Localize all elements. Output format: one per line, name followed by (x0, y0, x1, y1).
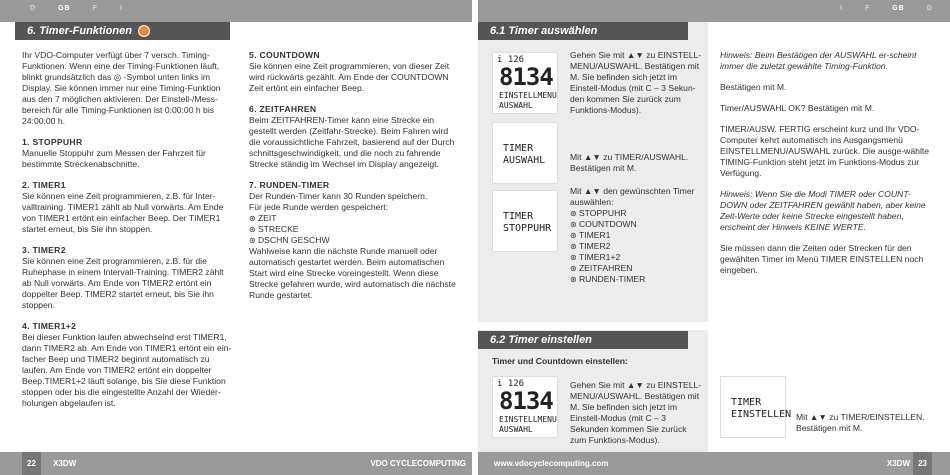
lcd-display-einstellmenu-2 (492, 376, 558, 438)
page-number-left: 22 (22, 452, 41, 475)
footer-model-left: X3DW (53, 459, 77, 468)
heading-runden-timer: 7. RUNDEN-TIMER (249, 180, 330, 190)
lcd-display-einstellmenu (492, 52, 558, 114)
step-select-timer: Mit ▲▼ den gewünschten Timer auswählen: (570, 186, 695, 207)
lcd-line: EINSTELLEN (731, 409, 792, 420)
section-title-timer-select: 6.1 Timer auswählen (478, 22, 688, 40)
list-item: ⊛ TIMER1 (570, 230, 702, 241)
heading-timer2: 3. TIMER2 (22, 245, 66, 255)
lcd-line: TIMER (503, 143, 534, 154)
top-bar-right (478, 0, 950, 22)
subheading-timer-countdown: Timer und Countdown einstellen: (492, 356, 628, 366)
right-steps-1 (570, 50, 702, 126)
lang-tab[interactable]: I (840, 5, 843, 12)
heading-countdown: 5. COUNTDOWN (249, 50, 320, 60)
lang-tab[interactable]: F (92, 5, 98, 12)
timer-list (570, 208, 702, 285)
hint-auswahl: Hinweis: Beim Bestätigen der AUSWAHL er-scheint immer die zuletzt gewählte Timing-Funktion. (720, 50, 917, 71)
page-number-right: 23 (913, 452, 932, 475)
language-tabs-left (30, 5, 145, 12)
lang-tab[interactable]: D (30, 5, 37, 12)
footer-url[interactable]: www.vdocyclecomputing.com (494, 459, 609, 468)
lcd-big-digits: 8134 (499, 63, 553, 91)
lcd-line: AUSWAHL (503, 155, 546, 166)
lcd-line: AUSWAHL (499, 101, 533, 110)
section-title-timer-einstellen: 6.2 Timer einstellen (478, 331, 688, 349)
list-item: ⊛ COUNTDOWN (570, 219, 702, 230)
lang-tab[interactable]: GB (892, 5, 905, 12)
text-runden-3: Wahlweise kann die nächste Runde manuell oder automatisch gestartet werden. Beim automatischen Start wird eine Strecke voreingestellt. Wenn diese Strecke gefahren wurde, wird automatisch die nächste Runde gestartet. (249, 246, 456, 300)
list-item: ⊛ RUNDEN-TIMER (570, 274, 702, 285)
list-item: ⊛ TIMER1+2 (570, 252, 702, 263)
list-item: ⊛ DSCHN GESCHW (249, 235, 459, 246)
lcd-line: EINSTELLMENU (499, 91, 557, 100)
lcd-big-digits: 8134 (499, 387, 553, 415)
text-zeitfahren: Beim ZEITFAHREN-Timer kann eine Strecke ein gestellt werden (Zeitfahr-Strecke). Beim Fahren wird die voraussichtliche Fahrzeit, basierend auf der Durch schnittsgeschwindigkeit, und die noch zu fahrende Strecke ständig im Wechsel im Display angezeigt. (249, 115, 455, 169)
footer-right (478, 452, 950, 475)
runden-list (249, 213, 459, 246)
list-item: ⊛ STOPPUHR (570, 208, 702, 219)
heading-timer1-2: 4. TIMER1+2 (22, 321, 77, 331)
list-item: ⊛ TIMER2 (570, 241, 702, 252)
text-fertig: TIMER/AUSW. FERTIG erscheint kurz und Ihr VDO-Computer kehrt automatisch ins Ausgangsmenü EINSTELLMENU/AUSWAHL zurück. Die ausge-wählte TIMING-Funktion steht jetzt im Funktions-Modus zur Verfügung. (720, 124, 930, 178)
lcd-display-timer-einstellen (720, 376, 792, 438)
confirm-2: Timer/AUSWAHL OK? Bestätigen mit M. (720, 103, 875, 113)
list-item: ⊛ ZEIT (249, 213, 459, 224)
timer-icon (138, 25, 150, 37)
intro-text: Ihr VDO-Computer verfügt über 7 versch. Timing-Funktionen. Wenn eine der Timing-Funktionen läuft, blinkt grundsätzlich das ◎ -Symbol unten links im Display. Sie können immer nur eine Timing-Funktion aus den 7 möglichen aktivieren. Der Einstell-/Mess-bereich für alle Timing-Funktionen ist 0:00:00 h bis 24:00:00 h. (22, 50, 221, 126)
heading-timer1: 2. TIMER1 (22, 180, 66, 190)
right-column-2 (720, 50, 930, 286)
list-item: ⊛ ZEITFAHREN (570, 263, 702, 274)
text-eingeben: Sie müssen dann die Zeiten oder Strecken für den gewählten Timer im Menü TIMER EINSTELLEN noch eingeben. (720, 243, 924, 275)
list-item: ⊛ STRECKE (249, 224, 459, 235)
text-runden-2: Für jede Runde werden gespeichert: (249, 202, 389, 212)
heading-stoppuhr: 1. STOPPUHR (22, 137, 83, 147)
text-timer2: Sie können eine Zeit programmieren, z.B. für die Ruhephase in einem Intervall-Training. TIMER2 zählt ab Null vorwärts. Am Ende von TIMER2 ertönt ein doppelter Beep. TIMER2 startet erneut, bis Sie ihn stoppen. (22, 256, 224, 310)
lcd-line: EINSTELLMENU (499, 415, 557, 424)
lang-tab[interactable]: F (864, 5, 871, 12)
lcd-line: TIMER (731, 397, 762, 408)
lang-tab[interactable]: GB (58, 5, 71, 12)
text-timer1: Sie können eine Zeit programmieren, z.B. für Inter-valltraining. TIMER1 zählt ab Null vorwärts. Am Ende von TIMER1 ertönt ein einfacher Beep. Der TIMER1 startet erneut, bis Sie ihn stoppen. (22, 191, 224, 234)
lang-tab[interactable]: D (926, 5, 933, 12)
lcd-top: i 126 (497, 379, 525, 389)
footer-brand: VDO CYCLECOMPUTING (370, 459, 466, 468)
step-timer-auswahl: Mit ▲▼ zu TIMER/AUSWAHL. Bestätigen mit M. (570, 152, 689, 173)
left-column-2 (249, 50, 459, 311)
lcd-line: TIMER (503, 211, 534, 222)
lcd-top: i 126 (497, 55, 525, 65)
right-steps-3 (570, 186, 702, 285)
lang-tab[interactable]: I (119, 5, 123, 12)
step-timer-einstellen: Mit ▲▼ zu TIMER/EINSTELLEN. Bestätigen mit M. (796, 412, 925, 433)
right-steps-5 (796, 412, 936, 444)
language-tabs-right (840, 5, 933, 12)
text-stoppuhr: Manuelle Stoppuhr zum Messen der Fahrzeit für bestimmte Streckenabschnitte. (22, 148, 206, 169)
lcd-line: AUSWAHL (499, 425, 533, 434)
text-timer1-2: Bei dieser Funktion laufen abwechselnd erst TIMER1, dann TIMER2 ab. Am Ende von TIMER1 ertönt ein ein-facher Beep und TIMER2 beginnt automatisch zu laufen. Am Ende von TIMER2 ertönt ein doppelter Beep.TIMER1+2 läuft solange, bis Sie diese Funktion stoppen oder bis die eingestellte Anzahl der Wieder-holungen abgelaufen ist. (22, 332, 232, 408)
step-einstellmenu-2: Gehen Sie mit ▲▼ zu EINSTELL-MENU/AUSWAHL. Bestätigen mit M. Sie befinden sich jetzt im Einstell-Modus (mit C – 3 Sekunden kommen Sie zurück zum Funktions-Modus). (570, 380, 702, 445)
lcd-display-timer-auswahl (492, 122, 558, 184)
left-column-1 (22, 50, 232, 419)
text-countdown: Sie können eine Zeit programmieren, von dieser Zeit wird rückwärts gezählt. Am Ende der COUNTDOWN Zeit ertönt ein einfacher Beep. (249, 61, 450, 93)
top-bar-left (0, 0, 472, 22)
footer-model-right: X3DW (886, 459, 910, 468)
footer-left (0, 452, 472, 475)
hint-keine-werte: Hinweis: Wenn Sie die Modi TIMER oder COUNT-DOWN oder ZEITFAHREN gewählt haben, aber keine Zeit-Werte oder keine Strecke eingestellt haben, erscheint der Hinweis KEINE WERTE. (720, 189, 926, 232)
lcd-display-timer-stoppuhr (492, 190, 558, 252)
heading-zeitfahren: 6. ZEITFAHREN (249, 104, 317, 114)
right-steps-2 (570, 152, 702, 184)
confirm-1: Bestätigen mit M. (720, 82, 787, 92)
right-steps-4 (570, 380, 702, 456)
section-title-timer-functions: 6. Timer-Funktionen (15, 22, 230, 40)
lcd-line: STOPPUHR (503, 223, 552, 234)
text-runden-1: Der Runden-Timer kann 30 Runden speichern. (249, 191, 428, 201)
step-einstellmenu: Gehen Sie mit ▲▼ zu EINSTELL-MENU/AUSWAHL. Bestätigen mit M. Sie befinden sich jetzt im Einstell-Modus (mit C – 3 Sekun-den kommen Sie zurück zum Funktions-Modus). (570, 50, 702, 115)
